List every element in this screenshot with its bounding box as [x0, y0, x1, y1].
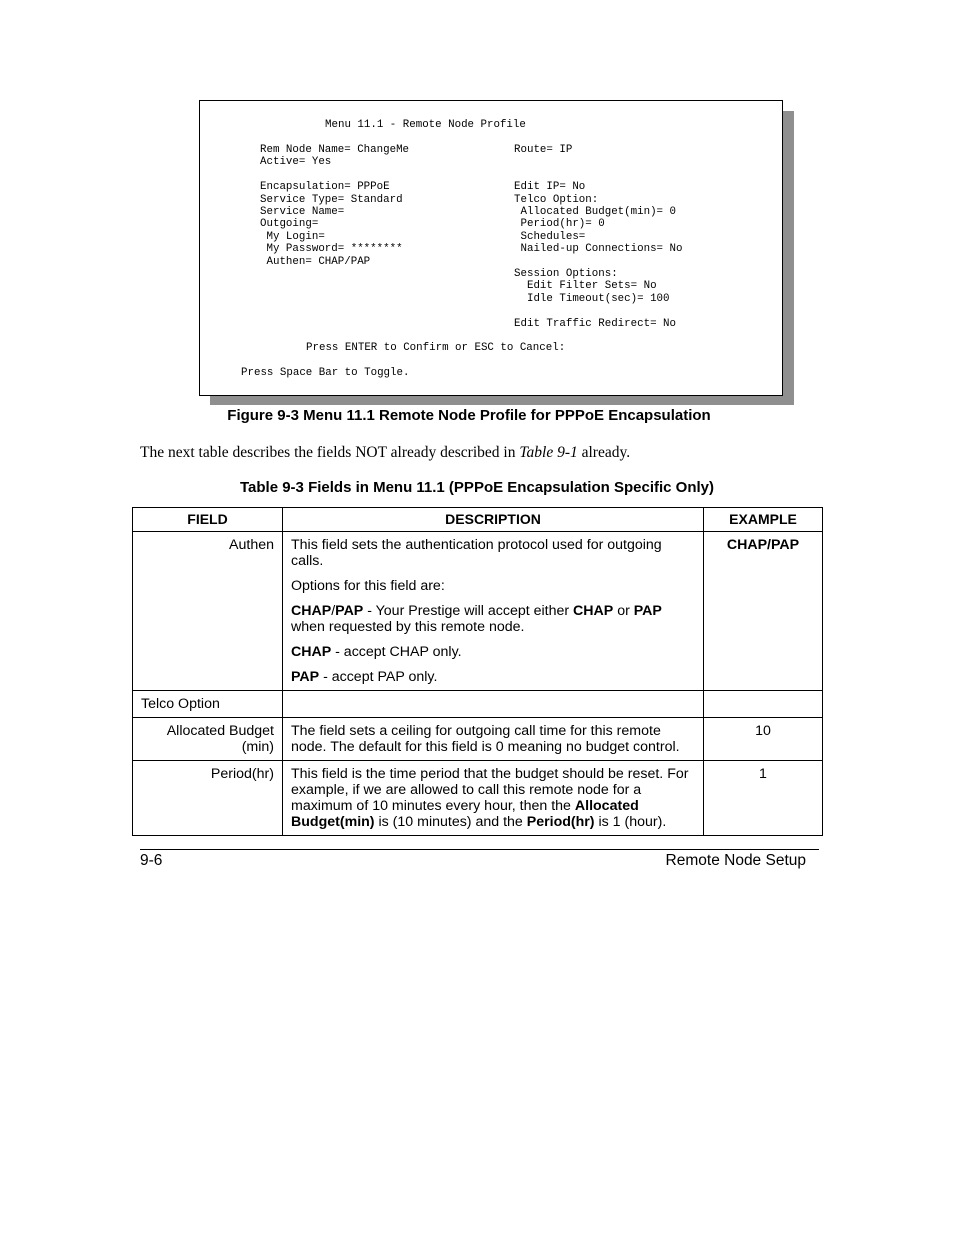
table-row: [133, 718, 823, 761]
row-description: This field is the time period that the budget should be reset. For example, if we are allowed to call this remote node for a maximum of 10 minutes every hour, then the Allocated Budget(min) is (10 minutes) and the Period(hr) is 1 (hour).: [283, 761, 704, 836]
table-row: [133, 691, 823, 718]
right-fields: Route= IP Edit IP= No Telco Option: Allocated Budget(min)= 0 Period(hr)= 0 Schedules= Nailed-up Connections= No Session Options: Edit Filter Sets= No Idle Timeout(sec)= 100 Edit Traffic Redirect= No: [514, 144, 683, 330]
row-description: The field sets a ceiling for outgoing call time for this remote node. The default for this field is 0 meaning no budget control.: [283, 718, 704, 761]
table-row: [133, 532, 823, 691]
row-field: Authen: [133, 532, 283, 691]
confirm-prompt: Press ENTER to Confirm or ESC to Cancel:: [306, 342, 566, 354]
table-caption: Table 9-3 Fields in Menu 11.1 (PPPoE Encapsulation Specific Only): [239, 479, 714, 496]
fields-table: [132, 507, 823, 836]
figure-caption: Figure 9-3 Menu 11.1 Remote Node Profile for PPPoE Encapsulation: [227, 407, 711, 424]
row-description: [283, 691, 704, 718]
row-example: 1: [704, 761, 823, 836]
intro-paragraph: The next table describes the fields NOT already described in Table 9-1 already.: [140, 444, 631, 461]
row-field: Allocated Budget (min): [133, 718, 283, 761]
toggle-prompt: Press Space Bar to Toggle.: [241, 367, 410, 379]
table-header-row: [133, 508, 823, 532]
row-field: Telco Option: [133, 691, 283, 718]
header-example: EXAMPLE: [704, 508, 823, 532]
header-field: FIELD: [133, 508, 283, 532]
row-field: Period(hr): [133, 761, 283, 836]
page-number: 9-6: [140, 852, 163, 869]
header-description: DESCRIPTION: [283, 508, 704, 532]
terminal-screen: [199, 100, 783, 396]
row-example: 10: [704, 718, 823, 761]
table-row: [133, 761, 823, 836]
section-title: Remote Node Setup: [665, 852, 806, 869]
left-fields: Rem Node Name= ChangeMe Active= Yes Encapsulation= PPPoE Service Type= Standard Service Name= Outgoing= My Login= My Password= ******** Authen= CHAP/PAP: [260, 144, 410, 268]
table-reference: Table 9-1: [519, 444, 578, 461]
row-description: This field sets the authentication protocol used for outgoing calls. Options for this field are: CHAP/PAP - Your Prestige will accept either CHAP or PAP when requested by this remote node. CHAP - accept CHAP only. PAP - accept PAP only.: [283, 532, 704, 691]
row-example: CHAP/PAP: [704, 532, 823, 691]
row-example: [704, 691, 823, 718]
menu-title: Menu 11.1 - Remote Node Profile: [325, 119, 526, 131]
footer-rule: [140, 849, 819, 850]
